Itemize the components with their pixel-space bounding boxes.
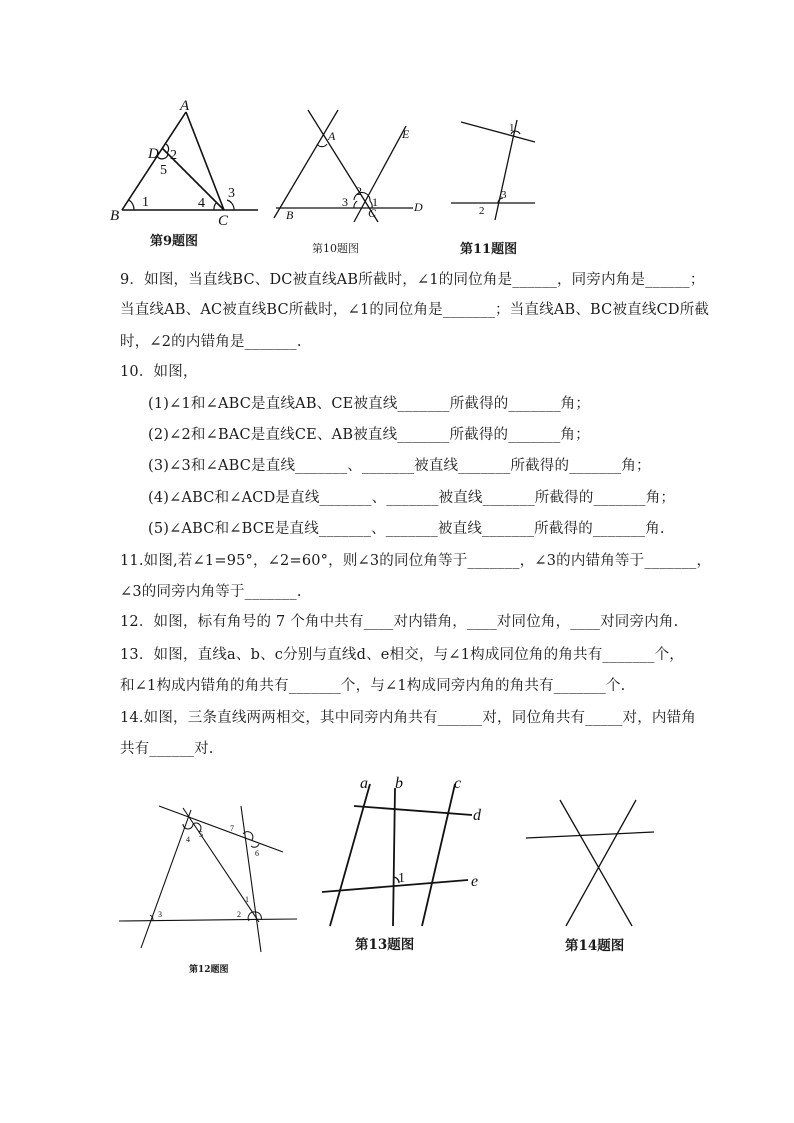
question-10-intro: 10．如图， — [120, 364, 198, 380]
figure-9-caption: 第9题图 — [150, 234, 199, 249]
question-11-line-1: 11.如图,若∠1=95°，∠2=60°，则∠3的同位角等于_______，∠3的内错角等于_______， — [120, 553, 712, 569]
question-10-part-3: (3)∠3和∠ABC是直线_______、_______被直线_______所截得的_______角； — [148, 458, 651, 474]
line-c — [422, 784, 455, 926]
angle-label-7: 7 — [230, 824, 234, 833]
angle-A-arc — [317, 144, 327, 147]
question-12-line-1: 12．如图，标有角号的 7 个角中共有____对内错角，____对同位角，____对同旁内角. — [120, 614, 679, 630]
point-label-B: B — [286, 208, 294, 222]
line-e — [322, 880, 468, 892]
point-label-D: D — [414, 200, 423, 214]
question-9-line-1: 9．如图，当直线BC、DC被直线AB所截时，∠1的同位角是______，同旁内角是______； — [120, 272, 705, 288]
question-10-part-2: (2)∠2和∠BAC是直线CE、AB被直线_______所截得的_______角； — [148, 427, 590, 443]
line-top — [461, 122, 535, 142]
point-label-A: A — [328, 129, 336, 143]
angle-label-3: 3 — [228, 186, 235, 201]
line-left — [141, 810, 191, 948]
question-14-line-2: 共有______对. — [120, 741, 214, 757]
point-label-D: D — [148, 146, 159, 162]
question-9-line-2: 当直线AB、AC被直线BC所截时，∠1的同位角是_______；当直线AB、BC被直线CD所截 — [120, 302, 710, 318]
point-label-C: C — [218, 213, 229, 229]
angle-4-arc — [214, 203, 216, 210]
question-10-part-1: (1)∠1和∠ABC是直线AB、CE被直线_______所截得的_______角； — [148, 396, 591, 412]
figure-14-caption: 第14题图 — [565, 938, 625, 954]
angle-label-5: 5 — [199, 830, 203, 839]
question-10-part-4: (4)∠ABC和∠ACD是直线_______、_______被直线_______所截得的_______角； — [148, 490, 676, 506]
angle-1-arc — [129, 200, 134, 210]
angle-label-2: 2 — [356, 184, 362, 198]
figure-13-caption: 第13题图 — [355, 937, 415, 953]
line-AC — [186, 112, 224, 210]
angle-label-2: 2 — [170, 148, 177, 163]
angle-label-2: 2 — [479, 205, 485, 217]
angle-label-5: 5 — [160, 163, 167, 178]
figure-12-caption: 第12题图 — [189, 965, 229, 975]
angle-label-1: 1 — [372, 195, 378, 209]
point-label-C: C — [368, 206, 377, 220]
line-label-a: a — [360, 775, 368, 792]
figure-13 — [318, 770, 498, 930]
angle-label-1: 1 — [509, 122, 515, 134]
angle-6-arc — [251, 844, 259, 847]
line-label-d: d — [473, 807, 481, 824]
line-d — [354, 806, 472, 815]
line-horizontal — [526, 832, 654, 838]
figure-14 — [522, 798, 660, 930]
line-a — [330, 784, 370, 926]
question-13-line-2: 和∠1构成内错角的角共有_______个，与∠1构成同旁内角的角共有_______个. — [120, 678, 626, 694]
angle-3-arc — [354, 201, 357, 208]
figure-9 — [110, 96, 270, 228]
line-label-b: b — [395, 775, 403, 792]
point-label-A: A — [180, 98, 190, 114]
line-diagonal-2 — [566, 800, 636, 926]
angle-label-1: 1 — [245, 895, 249, 904]
question-14-line-1: 14.如图，三条直线两两相交，其中同旁内角共有______对，同位角共有_____对，内错角 — [120, 710, 697, 726]
line-bottom — [119, 919, 297, 921]
point-label-E: E — [402, 127, 410, 141]
angle-label-3: 3 — [158, 910, 162, 919]
figure-10-caption: 第10题图 — [312, 242, 359, 255]
figure-11-caption: 第11题图 — [460, 242, 518, 257]
line-diagonal — [183, 808, 259, 922]
line-label-c: c — [454, 775, 462, 792]
angle-label-4: 4 — [198, 196, 205, 211]
angle-label-3: 3 — [342, 195, 348, 209]
figure-12 — [115, 800, 305, 960]
angle-label-3: 3 — [501, 189, 507, 201]
line-top — [159, 806, 283, 852]
figure-10 — [268, 104, 433, 224]
angle-label-4: 4 — [186, 835, 190, 844]
angle-label-1: 1 — [142, 195, 149, 210]
angle-3-arc — [227, 200, 234, 210]
question-10-part-5: (5)∠ABC和∠BCE是直线_______、_______被直线_______所截得的_______角. — [148, 521, 665, 537]
angle-label-2: 2 — [237, 910, 241, 919]
point-label-B: B — [110, 208, 120, 224]
angle-label-1: 1 — [398, 871, 405, 886]
figure-11 — [445, 112, 545, 222]
question-9-line-3: 时，∠2的内错角是_______. — [120, 334, 302, 350]
line-label-e: e — [471, 873, 479, 890]
question-13-line-1: 13．如图，直线a、b、c分别与直线d、e相交，与∠1构成同位角的角共有_______个， — [120, 647, 684, 663]
angle-label-6: 6 — [255, 849, 259, 858]
line-right — [241, 806, 261, 952]
line-diagonal-1 — [560, 800, 632, 926]
line-AB — [274, 110, 338, 218]
question-11-line-2: ∠3的同旁内角等于_______. — [120, 584, 302, 600]
line-transversal — [495, 120, 517, 220]
